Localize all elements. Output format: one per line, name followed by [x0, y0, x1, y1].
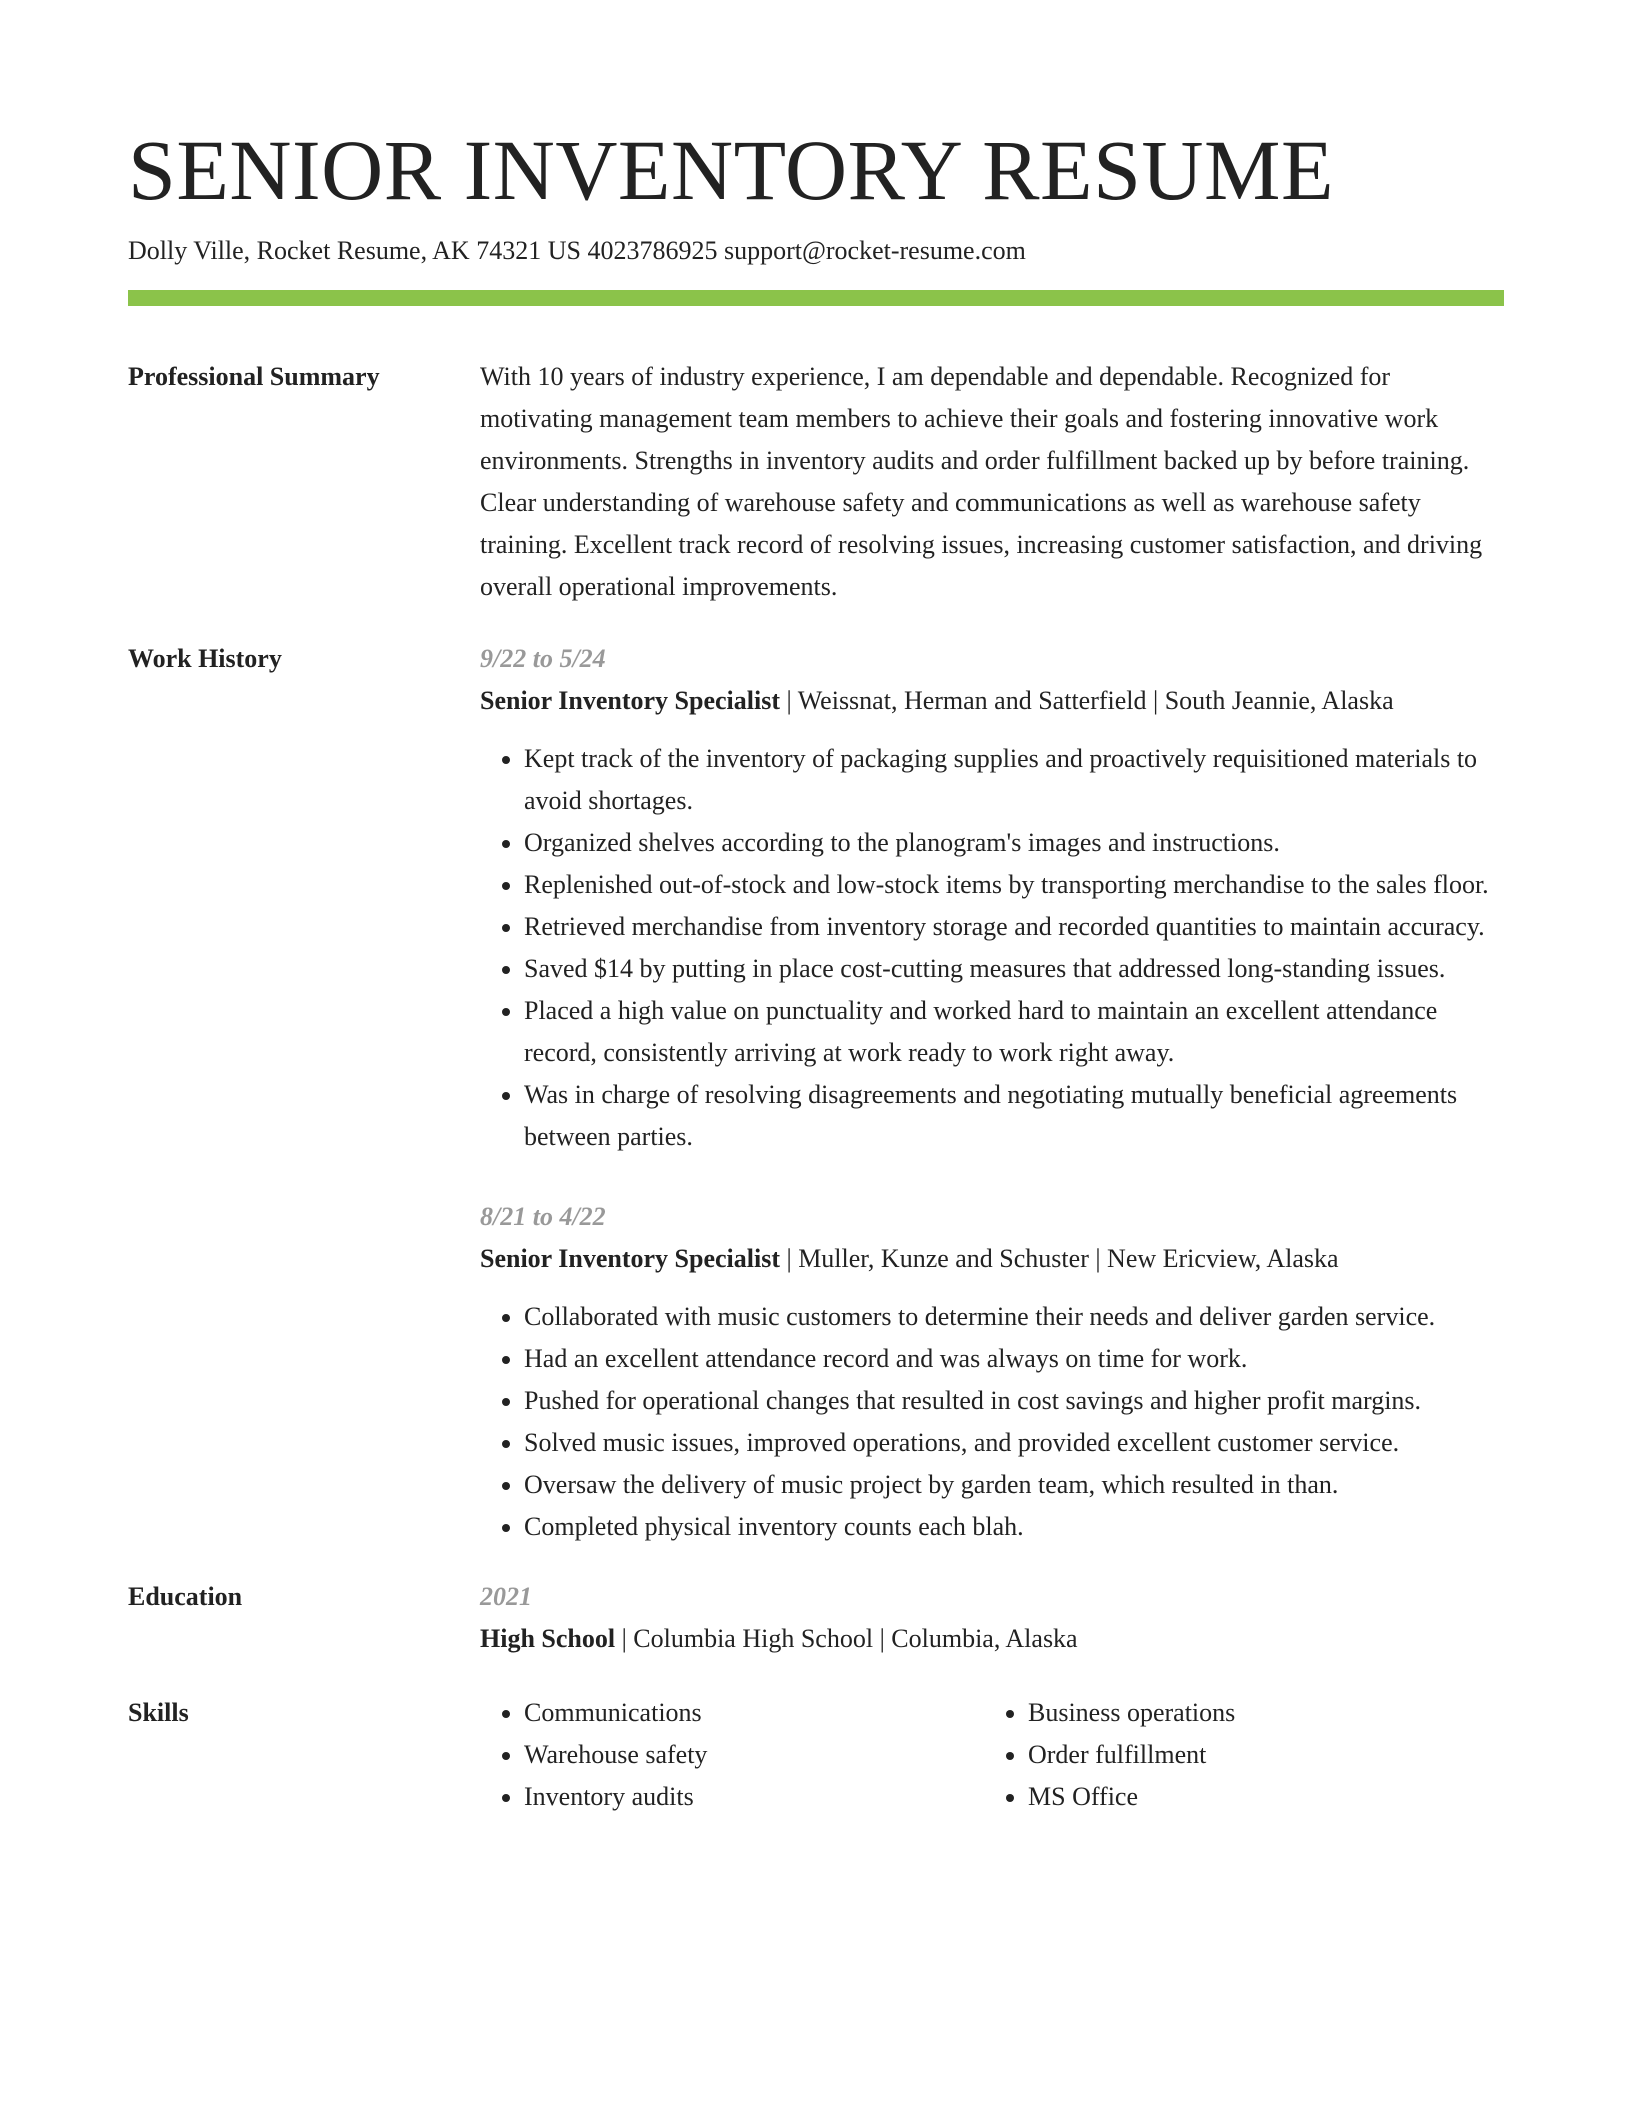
- skills-section: [128, 1692, 1504, 1818]
- list-item: • Kept track of the inventory of packaging supplies and proactively requisitioned materials to avoid shortages.: [524, 738, 1504, 822]
- list-item: • Oversaw the delivery of music project by garden team, which resulted in than.: [524, 1464, 1504, 1506]
- contact-line: [128, 234, 1504, 268]
- accent-divider: [128, 290, 1504, 306]
- job-details: | Muller, Kunze and Schuster | New Ericview, Alaska: [779, 1244, 1339, 1273]
- education-year: 2021: [480, 1582, 532, 1611]
- section-title-skills: Skills: [128, 1698, 189, 1727]
- summary-section: [128, 356, 1504, 608]
- list-item: • Was in charge of resolving disagreements and negotiating mutually beneficial agreements between parties.: [524, 1074, 1504, 1158]
- list-item: • Organized shelves according to the planogram's images and instructions.: [524, 822, 1504, 864]
- list-item: • Had an excellent attendance record and was always on time for work.: [524, 1338, 1504, 1380]
- list-item: • Collaborated with music customers to determine their needs and deliver garden service.: [524, 1296, 1504, 1338]
- job-heading: [480, 680, 1504, 722]
- contact-address: Dolly Ville, Rocket Resume, AK 74321 US: [128, 236, 581, 265]
- job-dates: 8/21 to 4/22: [480, 1202, 606, 1231]
- education-section: [128, 1576, 1504, 1660]
- list-item: • Placed a high value on punctuality and worked hard to maintain an excellent attendance record, consistently arriving at work ready to work right away.: [524, 990, 1504, 1074]
- resume-title: SENIOR INVENTORY RESUME: [128, 122, 1335, 218]
- contact-phone: 4023786925: [587, 236, 718, 265]
- education-heading: [480, 1618, 1504, 1660]
- list-item: • Pushed for operational changes that resulted in cost savings and higher profit margins.: [524, 1380, 1504, 1422]
- list-item: • Completed physical inventory counts each blah.: [524, 1506, 1504, 1548]
- list-item: • Warehouse safety: [524, 1734, 984, 1776]
- summary-text: With 10 years of industry experience, I am dependable and dependable. Recognized for motivating management team members to achieve their goals and fostering innovative work environments. Strengths in inventory audits and order fulfillment backed up by before training. Clear understanding of warehouse safety and communications as well as warehouse safety training. Excellent track record of resolving issues, increasing customer satisfaction, and driving overall operational improvements.: [480, 362, 1483, 601]
- list-item: • Communications: [524, 1692, 984, 1734]
- job-dates: 9/22 to 5/24: [480, 644, 606, 673]
- skills-body: [480, 1692, 1504, 1818]
- work-history-section: [128, 638, 1504, 1548]
- job-entry: [480, 638, 1504, 1158]
- job-entry: [480, 1196, 1504, 1548]
- education-details: | Columbia High School | Columbia, Alaska: [615, 1624, 1078, 1653]
- education-degree: High School: [480, 1624, 616, 1653]
- section-title-education: Education: [128, 1582, 243, 1611]
- education-body: [480, 1576, 1504, 1660]
- list-item: • Retrieved merchandise from inventory storage and recorded quantities to maintain accuracy.: [524, 906, 1504, 948]
- skills-list-right: [984, 1692, 1488, 1818]
- resume-page: [128, 118, 1504, 1818]
- list-item: • Replenished out-of-stock and low-stock items by transporting merchandise to the sales floor.: [524, 864, 1504, 906]
- list-item: • Inventory audits: [524, 1776, 984, 1818]
- list-item: • Solved music issues, improved operations, and provided excellent customer service.: [524, 1422, 1504, 1464]
- contact-email: support@rocket-resume.com: [723, 236, 1026, 265]
- list-item: • MS Office: [1028, 1776, 1488, 1818]
- list-item: • Order fulfillment: [1028, 1734, 1488, 1776]
- job-bullets: [480, 1296, 1504, 1548]
- skills-columns: [480, 1692, 1504, 1818]
- job-role: Senior Inventory Specialist: [480, 686, 780, 715]
- list-item: • Saved $14 by putting in place cost-cutting measures that addressed long-standing issues.: [524, 948, 1504, 990]
- job-role: Senior Inventory Specialist: [480, 1244, 780, 1273]
- job-heading: [480, 1238, 1504, 1280]
- work-history-body: [480, 638, 1504, 1548]
- job-bullets: [480, 738, 1504, 1158]
- section-title-summary: Professional Summary: [128, 362, 380, 391]
- job-details: | Weissnat, Herman and Satterfield | South Jeannie, Alaska: [779, 686, 1394, 715]
- list-item: • Business operations: [1028, 1692, 1488, 1734]
- skills-list-left: [480, 1692, 984, 1818]
- section-title-work-history: Work History: [128, 644, 282, 673]
